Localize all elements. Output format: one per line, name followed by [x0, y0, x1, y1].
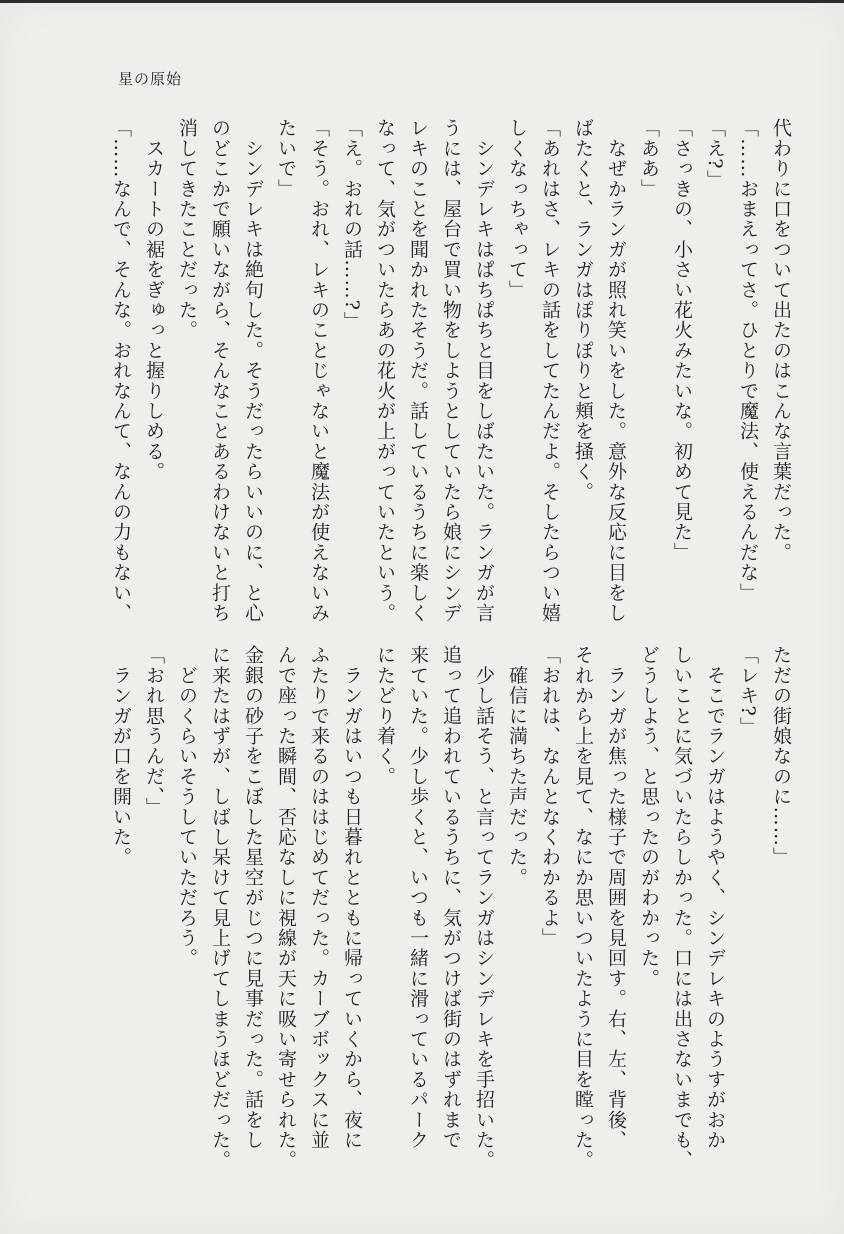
text-line: しいことに気づいたらしかった。口には出さないまでも、 [671, 645, 693, 1171]
text-line: 金銀の砂子をこぼした星空がじつに見事だった。話をし [242, 645, 264, 1150]
text-line: うには、屋台で買い物をしようとしていたら娘にシンデ [440, 118, 462, 623]
text-line: 来ていた。少し歩くと、いつも一緒に滑っているパーク [407, 645, 429, 1150]
text-line: に来たはずが、しばし呆けて見上げてしまうほどだった。 [209, 645, 231, 1171]
text-line: それから上を見て、なにか思いついたように目を瞠った。 [572, 645, 594, 1171]
text-line: 追って追われているうちに、気がつけば街のはずれまで [440, 645, 462, 1150]
text-line: レキのことを聞かれたそうだ。話しているうちに楽しく [407, 118, 429, 623]
text-line: しくなっちゃって」 [506, 118, 528, 300]
text-line: シンデレキはぱちぱちと目をしばたいた。ランガが言 [473, 118, 495, 623]
text-line: 「え。おれの話……?」 [341, 118, 363, 332]
page-header-title: 星の原始 [118, 70, 183, 88]
text-line: んで座った瞬間、否応なしに視線が天に吸い寄せられた。 [275, 645, 297, 1171]
text-line: 確信に満ちた声だった。 [506, 645, 528, 888]
text-line: なぜかランガが照れ笑いをした。意外な反応に目をし [605, 118, 627, 623]
text-line: シンデレキは絶句した。そうだったらいいのに、と心 [242, 118, 264, 623]
text-line: 代わりに口をついて出たのはこんな言葉だった。 [770, 118, 792, 563]
text-line: そこでランガはようやく、シンデレキのようすがおか [704, 645, 726, 1150]
text-line: ばたくと、ランガはぽりぽりと頬を掻く。 [572, 118, 594, 502]
text-line: 「おれは、なんとなくわかるよ」 [539, 645, 561, 948]
text-line: スカートの裾をぎゅっと握りしめる。 [143, 118, 165, 482]
upper-text-block [110, 118, 794, 623]
text-line: 「あれはさ、レキの話をしてたんだよ。そしたらつい嬉 [539, 118, 561, 623]
text-line: 「そう。おれ、レキのことじゃないと魔法が使えないみ [308, 118, 330, 623]
text-line: 「え?」 [704, 118, 726, 190]
text-line: 少し話そう、と言ってランガはシンデレキを手招いた。 [473, 645, 495, 1171]
text-line: 「レキ?」 [737, 645, 759, 738]
text-line: ふたりで来るのははじめてだった。カーブボックスに並 [308, 645, 330, 1150]
text-line: 「さっきの、小さい花火みたいな。初めて見た」 [671, 118, 693, 563]
text-line: 「おれ思うんだ、」 [143, 645, 165, 818]
text-line: なって、気がついたらあの花火が上がっていたという。 [374, 118, 396, 623]
text-line: ランガが口を開いた。 [110, 645, 132, 868]
text-line: 消してきたことだった。 [176, 118, 198, 341]
text-line: どのくらいそうしていただろう。 [176, 645, 198, 969]
text-line: ランガはいつも日暮れとともに帰っていくから、夜に [341, 645, 363, 1150]
lower-text-block [110, 645, 794, 1171]
text-line: 「ああ」 [638, 118, 660, 199]
text-line: 「……なんで、そんな。おれなんて、なんの力もない、 [110, 118, 132, 623]
text-line: どうしよう、と思ったのがわかった。 [638, 645, 660, 989]
text-line: ランガが焦った様子で周囲を見回す。右、左、背後、 [605, 645, 627, 1150]
text-line: にたどり着く。 [374, 645, 396, 787]
text-line: ただの街娘なのに……」 [770, 645, 792, 868]
text-line: のどこかで願いながら、そんなことあるわけないと打ち [209, 118, 231, 623]
text-line: 「……おまえってさ。ひとりで魔法、使えるんだな」 [737, 118, 759, 603]
text-line: たいで」 [275, 118, 297, 199]
